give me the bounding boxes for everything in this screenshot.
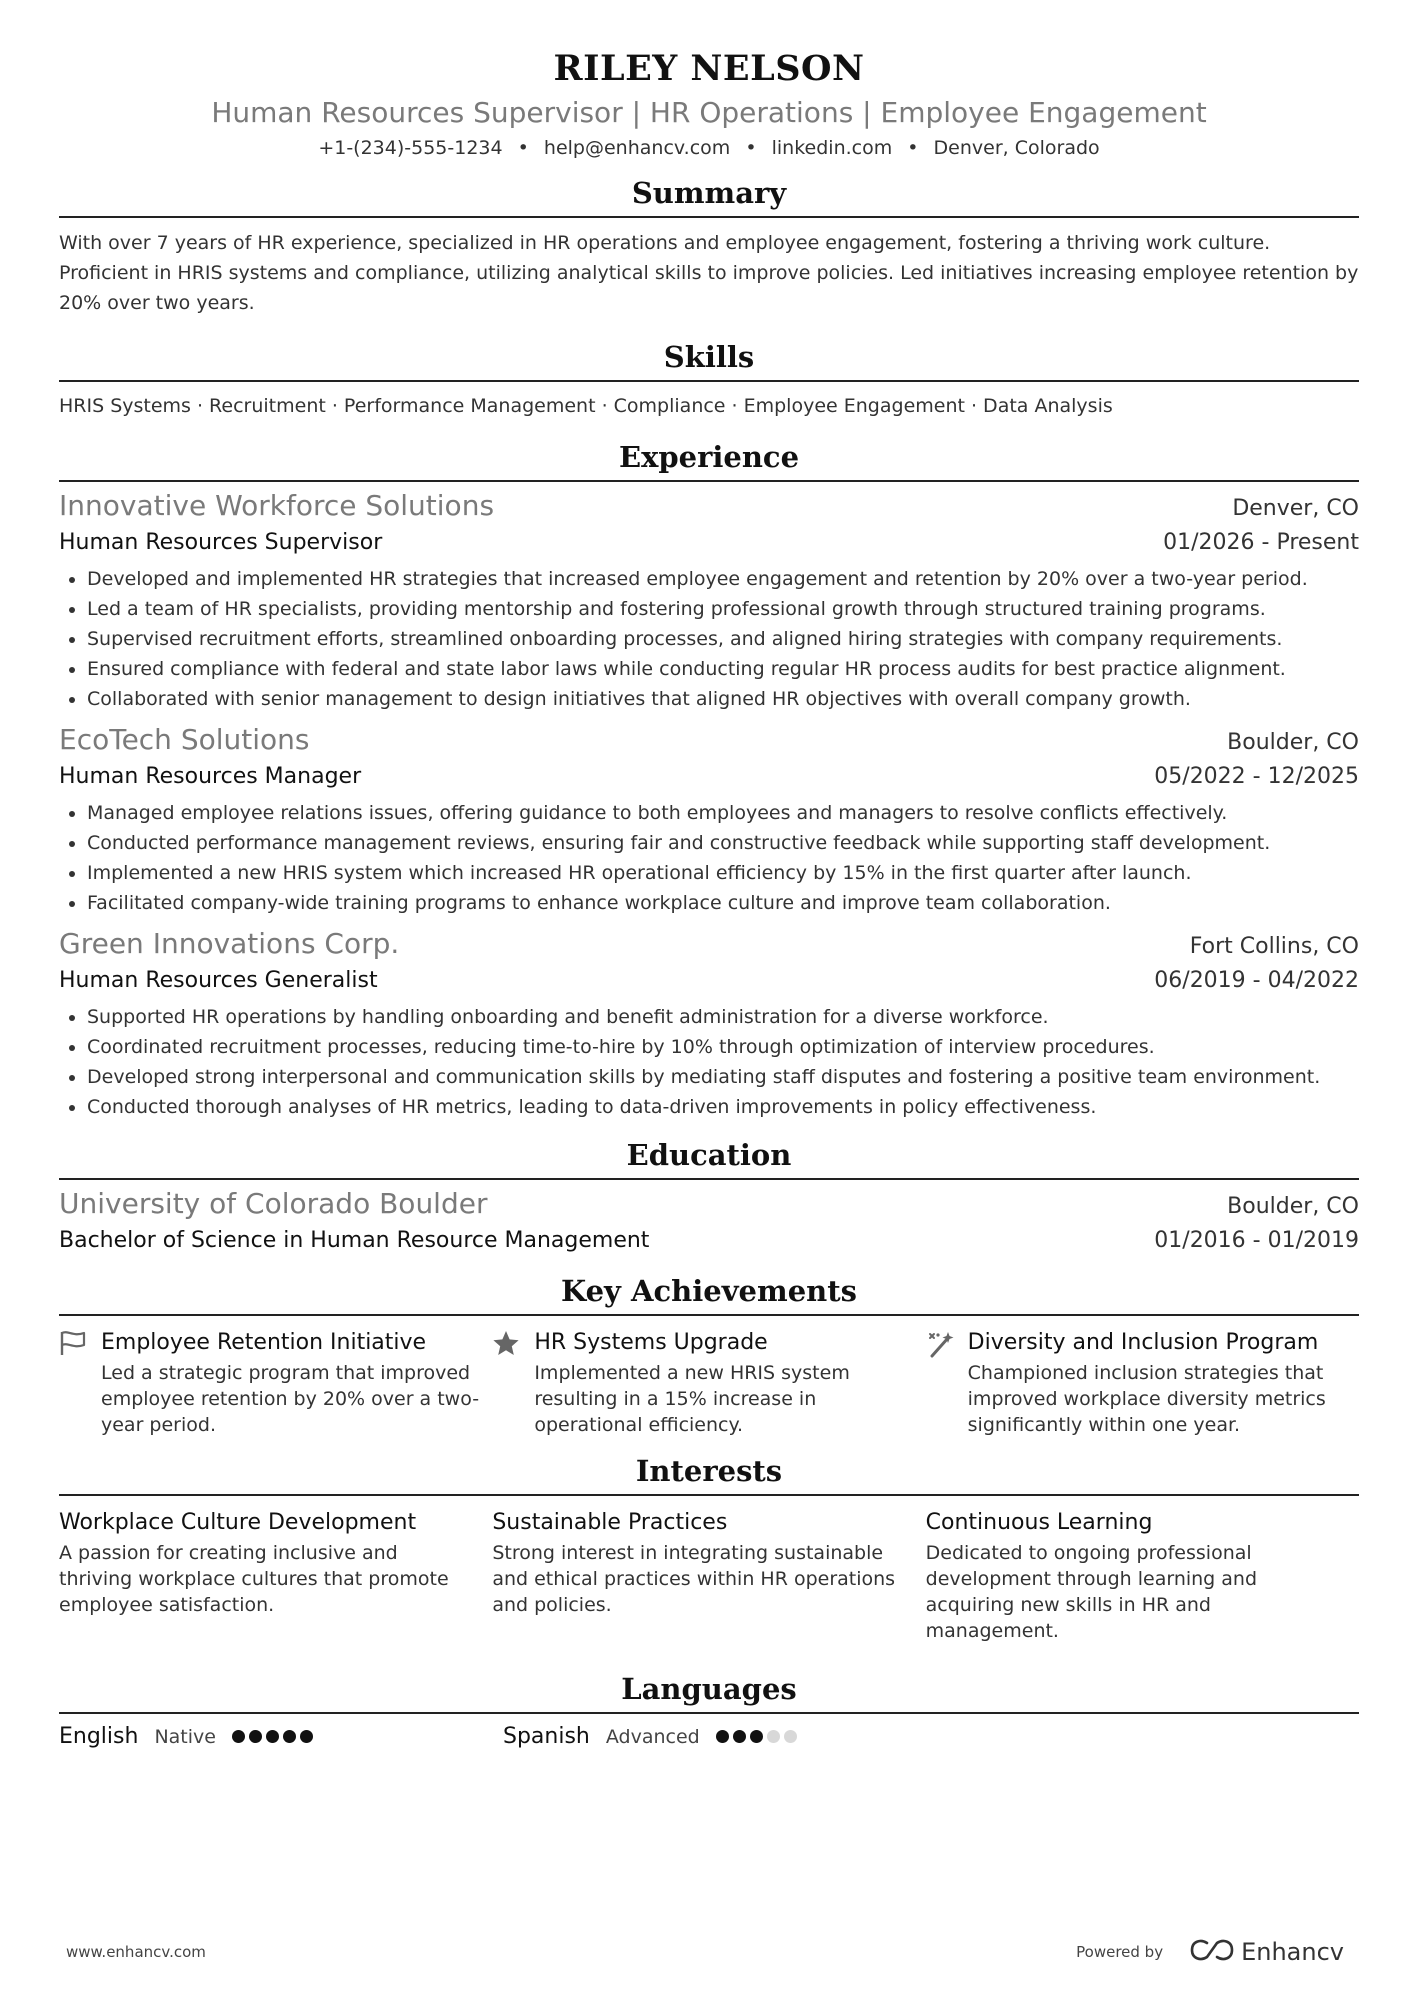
location-text: Denver, Colorado: [933, 137, 1100, 159]
achievement-title: HR Systems Upgrade: [534, 1330, 768, 1355]
job-location: Boulder, CO: [1227, 730, 1359, 755]
star-icon: [492, 1326, 534, 1438]
brand-block: [1076, 1938, 1344, 1966]
powered-by-text: Powered by: [1076, 1943, 1164, 1961]
separator-dot: •: [517, 137, 529, 159]
job-bullets: [59, 1002, 1359, 1122]
rating-dot-empty: [784, 1730, 797, 1743]
bullet-item: • Conducted performance management reviews, ensuring fair and constructive feedback while supporting staff development.: [87, 828, 1359, 858]
bullet-item: • Coordinated recruitment processes, reducing time-to-hire by 10% through optimization of interview procedures.: [87, 1032, 1359, 1062]
page-footer: [66, 1938, 1344, 1966]
job-bullets: [59, 564, 1359, 714]
rating-dot-filled: [716, 1730, 729, 1743]
interest-item: [59, 1506, 492, 1644]
section-divider: [59, 380, 1359, 382]
summary-text: With over 7 years of HR experience, specialized in HR operations and employee engagement, fostering a thriving work culture. Proficient in HRIS systems and compliance, utilizing analytical skills to improve policies. Led initiatives increasing employee retention by 20% over two years.: [59, 232, 1359, 314]
resume-header: [59, 46, 1359, 162]
bullet-item: • Supervised recruitment efforts, streamlined onboarding processes, and aligned hiring strategies with company requirements.: [87, 624, 1359, 654]
language-rating: [716, 1730, 801, 1743]
interest-desc: A passion for creating inclusive and thriving workplace cultures that promote employee satisfaction.: [59, 1542, 449, 1616]
job-dates: 06/2019 - 04/2022: [1154, 968, 1359, 993]
experience-entry: [59, 924, 1359, 1122]
language-item: [503, 1724, 947, 1749]
achievements-heading: Key Achievements: [561, 1274, 857, 1308]
bullet-item: • Developed and implemented HR strategies that increased employee engagement and retention by 20% over a two-year period.: [87, 564, 1359, 594]
section-divider: [59, 216, 1359, 218]
bullet-item: • Supported HR operations by handling onboarding and benefit administration for a diverse workforce.: [87, 1002, 1359, 1032]
separator-dot: •: [745, 137, 757, 159]
bullet-item: • Managed employee relations issues, offering guidance to both employees and managers to resolve conflicts effectively.: [87, 798, 1359, 828]
achievement-desc: Championed inclusion strategies that improved workplace diversity metrics significantly within one year.: [967, 1362, 1326, 1436]
language-level: Native: [154, 1725, 216, 1748]
candidate-name: RILEY NELSON: [553, 48, 865, 89]
achievement-title: Diversity and Inclusion Program: [967, 1330, 1319, 1355]
languages-heading: Languages: [621, 1672, 797, 1706]
brand-name: Enhancv: [1241, 1938, 1344, 1966]
education-dates: 01/2016 - 01/2019: [1154, 1228, 1359, 1253]
school-location: Boulder, CO: [1227, 1194, 1359, 1219]
achievement-item: [59, 1326, 492, 1438]
language-rating: [232, 1730, 317, 1743]
section-divider: [59, 480, 1359, 482]
job-location: Denver, CO: [1232, 496, 1359, 521]
separator-dot: •: [907, 137, 919, 159]
achievements-grid: [59, 1326, 1359, 1438]
achievement-title: Employee Retention Initiative: [101, 1330, 427, 1355]
bullet-item: • Developed strong interpersonal and communication skills by mediating staff disputes and fostering a positive team environment.: [87, 1062, 1359, 1092]
achievement-desc: Implemented a new HRIS system resulting in a 15% increase in operational efficiency.: [534, 1362, 850, 1436]
flag-icon: [59, 1326, 101, 1438]
job-title: Human Resources Supervisor: [59, 530, 383, 555]
interest-title: Continuous Learning: [925, 1510, 1153, 1535]
company-name: Green Innovations Corp.: [59, 927, 400, 960]
contact-line: [59, 134, 1359, 162]
bullet-item: • Conducted thorough analyses of HR metrics, leading to data-driven improvements in policy effectiveness.: [87, 1092, 1359, 1122]
rating-dot-filled: [249, 1730, 262, 1743]
website-link[interactable]: www.enhancv.com: [66, 1943, 206, 1961]
bullet-item: • Ensured compliance with federal and state labor laws while conducting regular HR process audits for best practice alignment.: [87, 654, 1359, 684]
job-title: Human Resources Generalist: [59, 968, 378, 993]
rating-dot-filled: [300, 1730, 313, 1743]
bullet-item: • Collaborated with senior management to design initiatives that aligned HR objectives with overall company growth.: [87, 684, 1359, 714]
job-dates: 01/2026 - Present: [1163, 530, 1359, 555]
languages-grid: [59, 1724, 1359, 1749]
section-divider: [59, 1314, 1359, 1316]
job-title: Human Resources Manager: [59, 764, 362, 789]
experience-heading: Experience: [618, 440, 800, 474]
language-name: Spanish: [503, 1724, 590, 1749]
education-entry: [59, 1184, 1359, 1258]
skills-list: HRIS Systems · Recruitment · Performance Management · Compliance · Employee Engagement · Data Analysis: [59, 395, 1113, 417]
bullet-item: • Facilitated company-wide training programs to enhance workplace culture and improve team collaboration.: [87, 888, 1359, 918]
interest-item: [492, 1506, 925, 1644]
email-link[interactable]: help@enhancv.com: [543, 137, 731, 159]
job-location: Fort Collins, CO: [1189, 934, 1359, 959]
job-dates: 05/2022 - 12/2025: [1154, 764, 1359, 789]
interests-grid: [59, 1506, 1359, 1644]
section-divider: [59, 1494, 1359, 1496]
language-item: [59, 1724, 503, 1749]
language-name: English: [59, 1724, 139, 1749]
achievement-item: [492, 1326, 925, 1438]
enhancv-logo-icon: [1189, 1938, 1235, 1966]
candidate-tagline: Human Resources Supervisor | HR Operations | Employee Engagement: [211, 96, 1207, 129]
rating-dot-filled: [733, 1730, 746, 1743]
experience-entry: [59, 486, 1359, 714]
skills-heading: Skills: [663, 340, 755, 374]
bullet-item: • Led a team of HR specialists, providing mentorship and fostering professional growth through structured training programs.: [87, 594, 1359, 624]
company-name: Innovative Workforce Solutions: [59, 489, 495, 522]
linkedin-link[interactable]: linkedin.com: [771, 137, 893, 159]
section-divider: [59, 1712, 1359, 1714]
bullet-item: • Implemented a new HRIS system which increased HR operational efficiency by 15% in the first quarter after launch.: [87, 858, 1359, 888]
achievement-desc: Led a strategic program that improved employee retention by 20% over a two-year period.: [101, 1362, 480, 1436]
interest-title: Sustainable Practices: [492, 1510, 728, 1535]
rating-dot-empty: [767, 1730, 780, 1743]
interest-item: [926, 1506, 1359, 1644]
magic-wand-icon: [926, 1326, 968, 1438]
summary-heading: Summary: [631, 176, 787, 210]
rating-dot-filled: [232, 1730, 245, 1743]
interests-heading: Interests: [635, 1454, 783, 1488]
interest-desc: Dedicated to ongoing professional development through learning and acquiring new skills in HR and management.: [925, 1542, 1258, 1642]
job-bullets: [59, 798, 1359, 918]
experience-entry: [59, 720, 1359, 918]
phone-text: +1-(234)-555-1234: [318, 137, 503, 159]
company-name: EcoTech Solutions: [59, 723, 310, 756]
language-level: Advanced: [605, 1725, 700, 1748]
section-divider: [59, 1178, 1359, 1180]
school-name: University of Colorado Boulder: [59, 1187, 488, 1220]
interest-title: Workplace Culture Development: [59, 1510, 417, 1535]
rating-dot-filled: [750, 1730, 763, 1743]
degree-title: Bachelor of Science in Human Resource Management: [59, 1228, 650, 1253]
achievement-item: [926, 1326, 1359, 1438]
interest-desc: Strong interest in integrating sustainable and ethical practices within HR operations and policies.: [492, 1542, 896, 1616]
rating-dot-filled: [266, 1730, 279, 1743]
education-heading: Education: [626, 1138, 792, 1172]
rating-dot-filled: [283, 1730, 296, 1743]
